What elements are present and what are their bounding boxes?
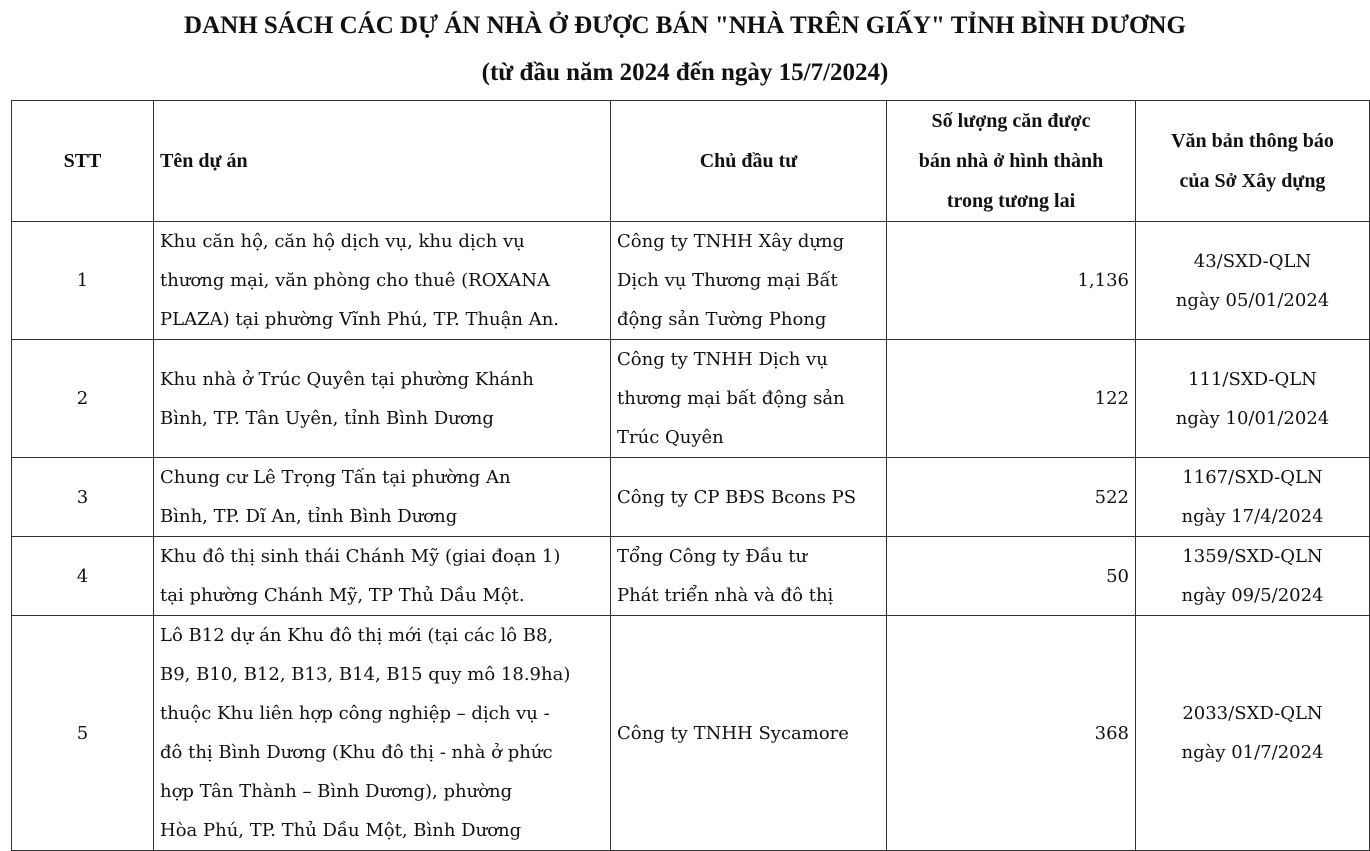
cell-text: 1359/SXD-QLN: [1182, 546, 1323, 567]
cell-text: ngày 05/01/2024: [1175, 289, 1330, 311]
header-document-line: Văn bản thông báo: [1171, 130, 1334, 152]
cell-text: tại phường Chánh Mỹ, TP Thủ Dầu Một.: [160, 585, 525, 606]
cell-text: 1167/SXD-QLN: [1182, 467, 1323, 488]
cell-quantity: [887, 616, 1136, 851]
cell-document: [1136, 458, 1370, 537]
title-line-2: (từ đầu năm 2024 đến ngày 15/7/2024): [481, 59, 889, 86]
cell-project-name: [154, 340, 611, 458]
header-stt-label: STT: [63, 150, 102, 172]
cell-text: thương mại bất động sản: [617, 388, 845, 409]
cell-text: 368: [1094, 722, 1129, 744]
cell-document: [1136, 537, 1370, 616]
cell-project-name: [154, 537, 611, 616]
cell-text: 2: [76, 388, 89, 409]
cell-investor: [611, 222, 887, 340]
cell-quantity: [887, 222, 1136, 340]
cell-text: Tổng Công ty Đầu tư: [617, 546, 808, 567]
cell-investor: [611, 616, 887, 851]
cell-text: 50: [1106, 565, 1129, 587]
header-row: [12, 101, 1370, 222]
cell-text: 4: [76, 565, 89, 587]
table-row: [12, 222, 1370, 340]
header-name-label: Tên dự án: [160, 150, 248, 172]
cell-document: [1136, 340, 1370, 458]
cell-quantity: [887, 340, 1136, 458]
cell-text: thuộc Khu liên hợp công nghiệp – dịch vụ -: [160, 703, 550, 724]
cell-quantity: [887, 458, 1136, 537]
cell-stt: [12, 537, 154, 616]
cell-text: Khu căn hộ, căn hộ dịch vụ, khu dịch vụ: [160, 231, 525, 252]
cell-text: Dịch vụ Thương mại Bất: [617, 270, 838, 291]
cell-text: Bình, TP. Tân Uyên, tỉnh Bình Dương: [160, 407, 494, 429]
cell-text: 1: [76, 270, 89, 291]
cell-text: 1,136: [1077, 270, 1129, 291]
cell-text: Trúc Quyên: [617, 427, 724, 448]
header-name: [154, 101, 611, 222]
cell-quantity: [887, 537, 1136, 616]
header-quantity: [887, 101, 1136, 222]
header-document-line: của Sở Xây dựng: [1179, 170, 1326, 192]
cell-text: thương mại, văn phòng cho thuê (ROXANA: [160, 270, 551, 291]
cell-text: Công ty TNHH Xây dựng: [617, 231, 845, 252]
cell-text: Khu nhà ở Trúc Quyên tại phường Khánh: [160, 368, 534, 390]
cell-text: Chung cư Lê Trọng Tấn tại phường An: [160, 467, 511, 488]
header-quantity-line: Số lượng căn được: [931, 110, 1091, 132]
cell-stt: [12, 616, 154, 851]
table-row: [12, 616, 1370, 851]
cell-text: ngày 10/01/2024: [1175, 407, 1330, 429]
cell-text: Bình, TP. Dĩ An, tỉnh Bình Dương: [160, 506, 458, 527]
header-quantity-line: trong tương lai: [946, 190, 1076, 212]
cell-text: đô thị Bình Dương (Khu đô thị - nhà ở phức: [160, 742, 553, 763]
document-title: [0, 0, 1370, 85]
cell-stt: [12, 458, 154, 537]
cell-text: Công ty CP BĐS Bcons PS: [617, 486, 857, 508]
cell-text: 522: [1094, 486, 1129, 508]
header-investor-label: Chủ đầu tư: [699, 150, 798, 172]
cell-stt: [12, 340, 154, 458]
cell-text: 43/SXD-QLN: [1193, 250, 1312, 272]
cell-text: động sản Tường Phong: [617, 309, 827, 330]
cell-text: ngày 17/4/2024: [1181, 506, 1324, 527]
header-stt: [12, 101, 154, 222]
cell-text: Hòa Phú, TP. Thủ Dầu Một, Bình Dương: [160, 820, 522, 841]
cell-text: B9, B10, B12, B13, B14, B15 quy mô 18.9ha): [160, 664, 571, 685]
cell-text: Lô B12 dự án Khu đô thị mới (tại các lô B8,: [160, 625, 554, 646]
title-line-1: DANH SÁCH CÁC DỰ ÁN NHÀ Ở ĐƯỢC BÁN "NHÀ TRÊN GIẤY" TỈNH BÌNH DƯƠNG: [184, 12, 1186, 39]
cell-text: Khu đô thị sinh thái Chánh Mỹ (giai đoạn 1): [160, 546, 561, 567]
cell-document: [1136, 222, 1370, 340]
cell-project-name: [154, 458, 611, 537]
table-row: [12, 458, 1370, 537]
cell-text: Công ty TNHH Sycamore: [617, 722, 849, 744]
cell-text: 122: [1094, 388, 1129, 409]
cell-document: [1136, 616, 1370, 851]
cell-text: 2033/SXD-QLN: [1182, 703, 1323, 724]
header-investor: [611, 101, 887, 222]
cell-text: PLAZA) tại phường Vĩnh Phú, TP. Thuận An.: [160, 309, 560, 330]
project-table: [11, 100, 1370, 851]
cell-text: ngày 01/7/2024: [1181, 742, 1324, 763]
cell-text: 3: [76, 486, 89, 508]
cell-stt: [12, 222, 154, 340]
cell-text: Công ty TNHH Dịch vụ: [617, 349, 828, 370]
cell-project-name: [154, 616, 611, 851]
cell-text: hợp Tân Thành – Bình Dương), phường: [160, 781, 513, 802]
header-quantity-line: bán nhà ở hình thành: [918, 150, 1104, 172]
cell-investor: [611, 340, 887, 458]
table-row: [12, 340, 1370, 458]
table-row: [12, 537, 1370, 616]
cell-investor: [611, 458, 887, 537]
header-document: [1136, 101, 1370, 222]
cell-text: ngày 09/5/2024: [1181, 585, 1324, 606]
cell-text: Phát triển nhà và đô thị: [617, 585, 834, 606]
cell-text: 5: [76, 722, 89, 744]
cell-project-name: [154, 222, 611, 340]
cell-text: 111/SXD-QLN: [1188, 368, 1317, 390]
cell-investor: [611, 537, 887, 616]
